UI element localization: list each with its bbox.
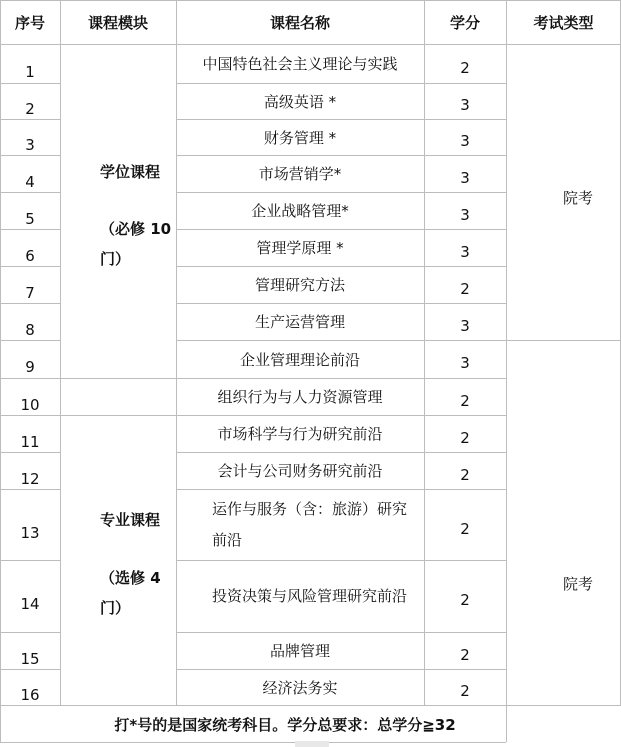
header-index: 序号 — [14, 13, 45, 32]
footer-note: 打*号的是国家统考科目。学分总要求：总学分≧32 — [114, 716, 456, 734]
course-name: 市场营销学* — [258, 165, 342, 183]
course-credit: 3 — [460, 96, 470, 114]
row-index: 10 — [20, 395, 40, 414]
row-index: 6 — [25, 246, 35, 265]
module-degree-note2: 门） — [100, 250, 131, 268]
header-course: 课程名称 — [269, 13, 330, 32]
row-index: 13 — [20, 523, 40, 542]
course-credit: 2 — [460, 645, 470, 664]
row-index: 14 — [20, 595, 40, 613]
course-credit: 2 — [460, 682, 470, 700]
course-name: 中国特色社会主义理论与实践 — [202, 55, 398, 73]
course-credit: 3 — [460, 316, 470, 335]
course-name: 会计与公司财务研究前沿 — [217, 462, 383, 480]
course-name: 高级英语 * — [263, 92, 337, 111]
course-credit: 2 — [460, 279, 470, 298]
course-name: 管理研究方法 — [254, 276, 345, 294]
course-name: 运作与服务（含：旅游）研究前沿 — [212, 499, 408, 549]
course-name: 企业战略管理* — [251, 202, 349, 220]
course-name: 生产运营管理 — [254, 313, 345, 331]
course-credit: 3 — [460, 205, 470, 224]
row-index: 2 — [25, 100, 35, 118]
exam-type-top: 院考 — [563, 189, 594, 207]
course-name: 经济法务实 — [262, 678, 338, 697]
course-credit: 2 — [460, 519, 470, 538]
row-index: 5 — [25, 209, 35, 228]
course-credit: 2 — [460, 465, 470, 484]
module-major-note2: 门） — [100, 599, 131, 617]
header-credit: 学分 — [449, 13, 480, 32]
row-index: 9 — [25, 358, 35, 376]
row-index: 11 — [20, 432, 40, 451]
course-name: 企业管理理论前沿 — [239, 350, 360, 369]
course-credit: 2 — [460, 428, 470, 447]
row-index: 8 — [25, 320, 35, 339]
course-credit: 2 — [460, 591, 470, 609]
course-credit: 3 — [460, 354, 470, 372]
header-module: 课程模块 — [87, 13, 148, 32]
course-name: 财务管理 * — [263, 128, 337, 147]
course-credit: 3 — [460, 168, 470, 187]
module-major-note: （选修 4 — [100, 569, 161, 587]
row-index: 7 — [25, 283, 35, 302]
row-index: 15 — [20, 649, 40, 668]
course-name: 品牌管理 — [269, 642, 330, 660]
scroll-indicator — [295, 741, 329, 747]
row-index: 4 — [25, 172, 35, 191]
row-index: 16 — [20, 686, 40, 704]
course-name: 管理学原理 * — [256, 239, 344, 257]
course-name: 组织行为与人力资源管理 — [217, 388, 383, 406]
module-degree-name: 学位课程 — [100, 163, 161, 181]
module-degree-note: （必修 10 — [100, 220, 172, 238]
course-name: 投资决策与风险管理研究前沿 — [212, 586, 408, 605]
course-credit: 2 — [460, 391, 470, 410]
course-credit: 3 — [460, 242, 470, 261]
row-index: 12 — [20, 469, 40, 488]
course-name: 市场科学与行为研究前沿 — [217, 425, 383, 443]
course-credit: 3 — [460, 132, 470, 150]
row-index: 3 — [25, 136, 35, 154]
course-credit: 2 — [460, 58, 470, 77]
exam-type-bottom: 院考 — [563, 575, 594, 593]
row-index: 1 — [25, 62, 35, 81]
header-exam: 考试类型 — [533, 13, 594, 32]
module-major-name: 专业课程 — [100, 511, 161, 529]
